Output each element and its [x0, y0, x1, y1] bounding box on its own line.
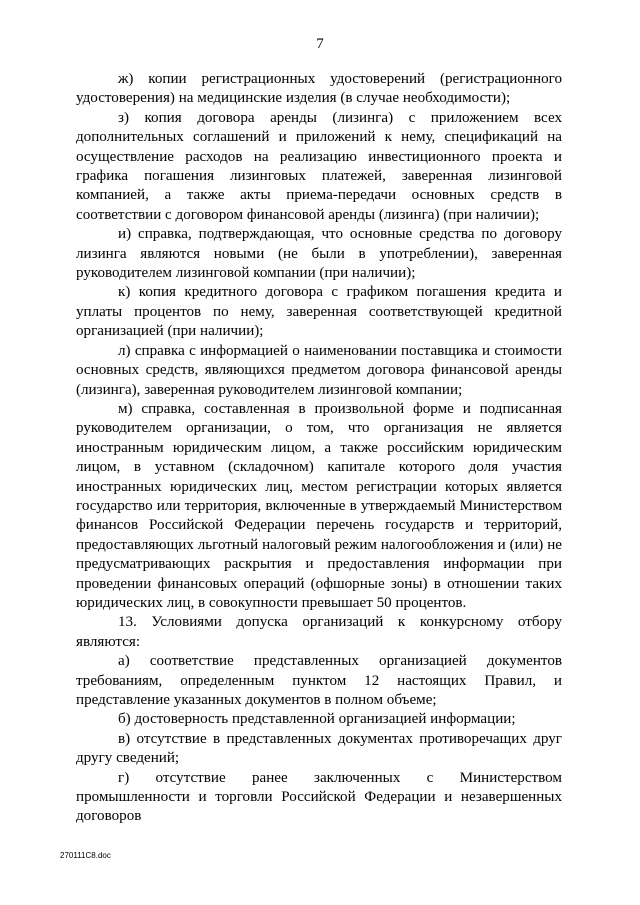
paragraph-a: а) соответствие представленных организацией документов требованиям, определенным пунктом 12 настоящих Правил, и представление указанных документов в полном объеме; [76, 653, 562, 708]
page-number: 7 [316, 36, 324, 52]
document-body [76, 70, 562, 827]
paragraph-l: л) справка с информацией о наименовании поставщика и стоимости основных средств, являющихся предметом договора финансовой аренды (лизинга), заверенная руководителем лизинговой компании; [76, 342, 562, 398]
paragraph-i: и) справка, подтверждающая, что основные средства по договору лизинга являются новыми (не были в употреблении), заверенная руководителем лизинговой компании (при наличии); [76, 226, 562, 282]
paragraph-z: з) копия договора аренды (лизинга) с приложением всех дополнительных соглашений и приложений к нему, спецификаций на осуществление расходов на реализацию инвестиционного проекта и графика погашения лизинговых платежей, заверенная лизинговой компанией, а также акты приема-передачи основных средств в соответствии с договором финансовой аренды (лизинга) (при наличии); [76, 109, 562, 223]
footer-filename: 270111C8.doc [60, 851, 111, 860]
paragraph-v: в) отсутствие в представленных документах противоречащих друг другу сведений; [76, 730, 562, 767]
paragraph-m: м) справка, составленная в произвольной форме и подписанная руководителем организации, о том, что организация не является иностранным юридическим лицом, а также российским юридическим лицом, в уставном (складочном) капитале которого доля участия иностранных юридических лиц, местом регистрации которых является государство или территория, включенные в утверждаемый Министерством финансов Российской Федерации перечень государств и территорий, предоставляющих льготный налоговый режим налогообложения и (или) не предусматривающих раскрытия и предоставления информации при проведении финансовых операций (офшорные зоны) в отношении таких юридических лиц, в совокупности превышает 50 процентов. [76, 400, 562, 611]
paragraph-k: к) копия кредитного договора с графиком погашения кредита и уплаты процентов по нему, заверенная соответствующей кредитной организацией (при наличии); [76, 284, 562, 340]
paragraph-13: 13. Условиями допуска организаций к конкурсному отбору являются: [76, 614, 562, 650]
paragraph-zh: ж) копии регистрационных удостоверений (регистрационного удостоверения) на медицинские изделия (в случае необходимости); [76, 71, 562, 107]
paragraph-b: б) достоверность представленной организацией информации; [118, 711, 516, 728]
paragraph-g: г) отсутствие ранее заключенных с Министерством промышленности и торговли Российской Федерации и незавершенных договоров [76, 769, 562, 825]
